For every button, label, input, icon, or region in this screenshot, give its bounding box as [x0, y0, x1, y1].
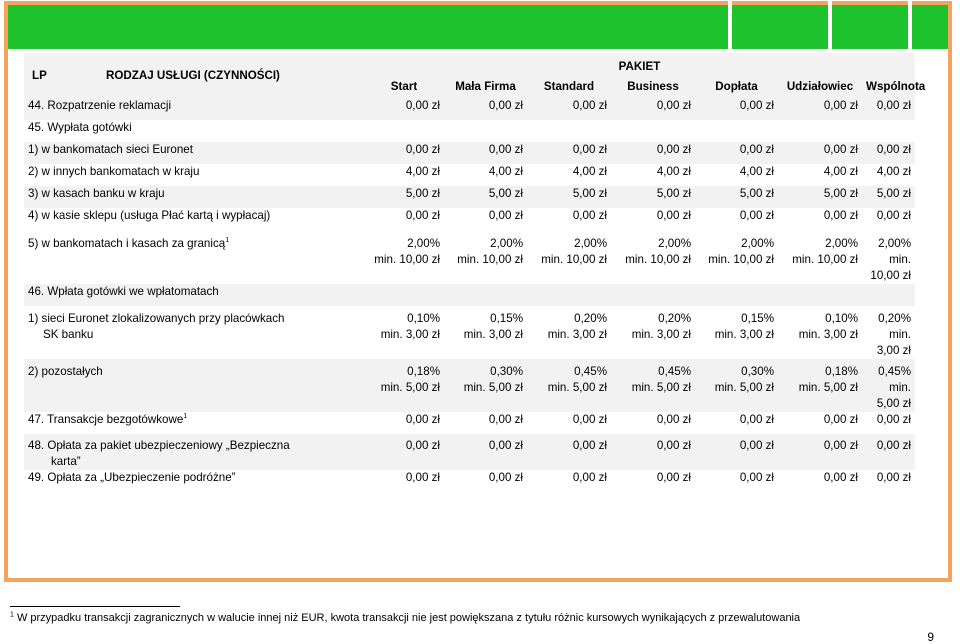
row-label-text: 5) w bankomatach i kasach za granicą	[28, 237, 226, 250]
pakiet-header: PAKIET	[364, 53, 915, 75]
value-cell: 4,00 zł	[656, 165, 691, 178]
value-cell: 0,00 zł	[488, 413, 523, 426]
value-cell: 5,00 zł	[876, 187, 911, 200]
value-cell: 0,00 zł	[739, 413, 774, 426]
value-cell: 0,00 zł	[656, 471, 691, 484]
value-cell: 0,45% min. 5,00 zł	[631, 365, 691, 394]
value-cell: 0,00 zł	[656, 143, 691, 156]
value-cell: 0,00 zł	[405, 413, 440, 426]
value-cell: 0,00 zł	[405, 439, 440, 452]
green-header-bar	[8, 5, 948, 49]
value-cell: 0,00 zł	[488, 209, 523, 222]
fee-table	[24, 53, 926, 492]
value-cell: 0,00 zł	[739, 99, 774, 112]
value-cell: 2,00% min. 10,00 zł	[870, 237, 911, 282]
frame-notch	[728, 1, 732, 49]
value-cell: 0,10% min. 3,00 zł	[798, 312, 858, 341]
value-cell: 0,18% min. 5,00 zł	[380, 365, 440, 394]
row-label-text: 47. Transakcje bezgotówkowe	[28, 413, 184, 426]
value-cell: 4,00 zł	[876, 165, 911, 178]
value-cell: 0,00 zł	[572, 471, 607, 484]
table-row	[24, 359, 915, 412]
row-label: 3) w kasach banku w kraju	[28, 187, 165, 200]
value-cell: 0,00 zł	[488, 143, 523, 156]
value-cell: 0,00 zł	[823, 471, 858, 484]
frame-notch	[828, 1, 832, 49]
value-cell: 0,15% min. 3,00 zł	[714, 312, 774, 341]
value-cell: 0,10% min. 3,00 zł	[380, 312, 440, 341]
value-cell: 0,00 zł	[488, 439, 523, 452]
row-label	[24, 230, 364, 284]
value-cell: 0,20% min. 3,00 zł	[876, 312, 911, 357]
value-cell: 0,45% min. 5,00 zł	[547, 365, 607, 394]
footnote-mark: 1	[10, 611, 14, 619]
value-cell: 0,00 zł	[572, 209, 607, 222]
table-row	[24, 186, 915, 208]
value-cell: 0,00 zł	[488, 471, 523, 484]
table-row	[24, 98, 915, 120]
value-cell: 0,00 zł	[405, 471, 440, 484]
value-cell: 0,00 zł	[405, 99, 440, 112]
row-label: 4) w kasie sklepu (usługa Płać kartą i wypłacaj)	[28, 209, 271, 222]
table-row	[24, 434, 915, 470]
value-cell: 0,30% min. 5,00 zł	[714, 365, 774, 394]
value-cell: 2,00% min. 10,00 zł	[457, 237, 523, 266]
row-label: 2) w innych bankomatach w kraju	[28, 165, 200, 178]
value-cell: 4,00 zł	[488, 165, 523, 178]
value-cell: 0,45% min. 5,00 zł	[876, 365, 911, 410]
row-label: 48. Opłata za pakiet ubezpieczeniowy „Bezpieczna karta”	[28, 439, 290, 468]
value-cell: 0,00 zł	[656, 99, 691, 112]
value-cell: 0,00 zł	[739, 209, 774, 222]
table-row	[24, 306, 915, 359]
value-cell: 0,00 zł	[656, 439, 691, 452]
value-cell: 0,00 zł	[823, 439, 858, 452]
value-cell: 0,20% min. 3,00 zł	[631, 312, 691, 341]
service-header: RODZAJ USŁUGI (CZYNNOŚCI)	[58, 53, 364, 98]
value-cell: 0,00 zł	[876, 413, 911, 426]
value-cell: 5,00 zł	[405, 187, 440, 200]
value-cell: 0,00 zł	[488, 99, 523, 112]
table-row	[24, 208, 915, 230]
table-row	[24, 120, 915, 142]
value-cell: 2,00% min. 10,00 zł	[625, 237, 691, 266]
frame-notch	[908, 1, 912, 49]
value-cell: 0,00 zł	[405, 209, 440, 222]
value-cell: 0,00 zł	[739, 471, 774, 484]
value-cell: 0,15% min. 3,00 zł	[463, 312, 523, 341]
value-cell: 0,00 zł	[876, 471, 911, 484]
value-cell: 0,00 zł	[876, 143, 911, 156]
table-row	[24, 412, 915, 434]
row-label	[24, 412, 364, 434]
value-cell: 0,00 zł	[823, 143, 858, 156]
value-cell: 0,20% min. 3,00 zł	[547, 312, 607, 341]
footnote	[10, 612, 890, 624]
table-row	[24, 142, 915, 164]
value-cell: 0,00 zł	[656, 413, 691, 426]
value-cell: 4,00 zł	[823, 165, 858, 178]
value-cell: 0,30% min. 5,00 zł	[463, 365, 523, 394]
value-cell: 2,00% min. 10,00 zł	[708, 237, 774, 266]
table-row	[24, 230, 915, 284]
row-label: 46. Wpłata gotówki we wpłatomatach	[28, 285, 219, 298]
value-cell: 0,00 zł	[405, 143, 440, 156]
value-cell: 5,00 zł	[488, 187, 523, 200]
col-mala-firma: Mała Firma	[444, 75, 527, 98]
col-standard: Standard	[527, 75, 611, 98]
value-cell: 0,00 zł	[739, 439, 774, 452]
footnote-text: W przypadku transakcji zagranicznych w walucie innej niż EUR, kwota transakcji nie jest powiększana z tytułu różnic kursowych wynikających z przewalutowania	[13, 612, 801, 624]
value-cell: 0,18% min. 5,00 zł	[798, 365, 858, 394]
value-cell: 2,00% min. 10,00 zł	[541, 237, 607, 266]
value-cell: 4,00 zł	[572, 165, 607, 178]
col-doplata: Dopłata	[695, 75, 778, 98]
value-cell: 0,00 zł	[572, 439, 607, 452]
col-business: Business	[611, 75, 695, 98]
row-label: 1) w bankomatach sieci Euronet	[28, 143, 193, 156]
footnote-separator	[10, 606, 180, 607]
value-cell: 2,00% min. 10,00 zł	[792, 237, 858, 266]
col-udzialowiec: Udziałowiec	[778, 75, 862, 98]
value-cell: 0,00 zł	[823, 99, 858, 112]
row-label: 45. Wypłata gotówki	[28, 121, 132, 134]
value-cell: 0,00 zł	[739, 143, 774, 156]
value-cell: 0,00 zł	[656, 209, 691, 222]
value-cell: 0,00 zł	[572, 99, 607, 112]
footnote-ref: 1	[183, 413, 188, 421]
value-cell: 0,00 zł	[876, 439, 911, 452]
value-cell: 0,00 zł	[823, 209, 858, 222]
lp-header: LP	[24, 53, 58, 98]
value-cell: 0,00 zł	[823, 413, 858, 426]
col-start: Start	[364, 75, 444, 98]
table-row	[24, 470, 915, 492]
value-cell: 0,00 zł	[876, 99, 911, 112]
page-number: 9	[927, 630, 934, 644]
table-row	[24, 284, 915, 306]
value-cell: 5,00 zł	[656, 187, 691, 200]
col-wspolnota: Wspólnota	[862, 75, 915, 98]
row-label: 44. Rozpatrzenie reklamacji	[28, 99, 172, 112]
row-label: 1) sieci Euronet zlokalizowanych przy placówkach SK banku	[28, 312, 285, 341]
row-label: 49. Opłata za „Ubezpieczenie podróżne”	[28, 471, 236, 484]
value-cell: 2,00% min. 10,00 zł	[374, 237, 440, 266]
footnote-ref: 1	[225, 237, 230, 245]
value-cell: 0,00 zł	[572, 413, 607, 426]
value-cell: 4,00 zł	[405, 165, 440, 178]
value-cell: 5,00 zł	[823, 187, 858, 200]
value-cell: 0,00 zł	[876, 209, 911, 222]
table-row	[24, 164, 915, 186]
row-label: 2) pozostałych	[28, 365, 103, 378]
value-cell: 4,00 zł	[739, 165, 774, 178]
value-cell: 0,00 zł	[572, 143, 607, 156]
value-cell: 5,00 zł	[739, 187, 774, 200]
value-cell: 5,00 zł	[572, 187, 607, 200]
